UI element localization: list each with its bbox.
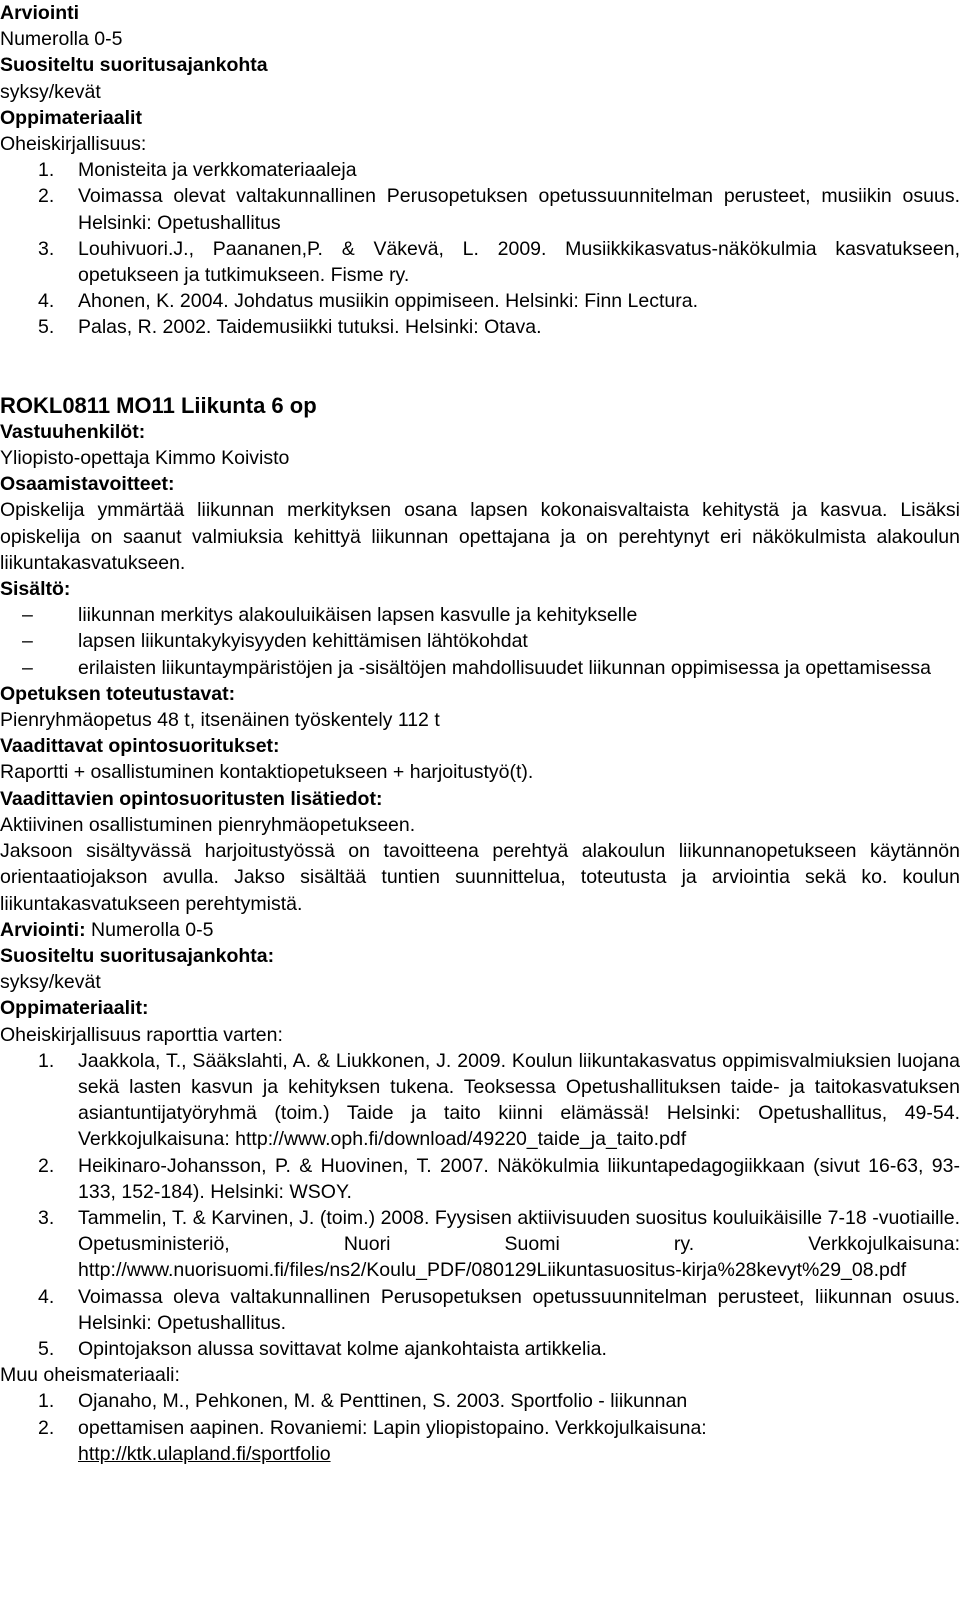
course-title: ROKL0811 MO11 Liikunta 6 op bbox=[0, 392, 317, 418]
vaadittavat-value: Raportti + osallistuminen kontaktiopetukseen + harjoitustyö(t). bbox=[0, 761, 534, 784]
list-item: 2. Heikinaro-Johansson, P. & Huovinen, T. 2007. Näkökulmia liikuntapedagogiikkaan (sivut 16-63, 93-133, 152-184). Helsinki: WSOY. bbox=[38, 1154, 960, 1203]
muu-oheismateriaali-label: Muu oheismateriaali: bbox=[0, 1364, 180, 1387]
list-item: 3. Louhivuori.J., Paananen,P. & Väkevä, L. 2009. Musiikkikasvatus-näkökulmia kasvatukseen, opetukseen ja tutkimukseen. Fisme ry. bbox=[38, 237, 960, 287]
arviointi-value: Numerolla 0-5 bbox=[91, 918, 214, 941]
vaadittavat-heading: Vaadittavat opintosuoritukset: bbox=[0, 735, 280, 758]
list-item: 2. Voimassa olevat valtakunnallinen Perusopetuksen opetussuunnitelman perusteet, musiikin osuus. Helsinki: Opetushallitus bbox=[38, 185, 960, 234]
arviointi-row bbox=[0, 917, 960, 943]
vastuuhenkilot-heading: Vastuuhenkilöt: bbox=[0, 420, 146, 443]
list-item: 5. Palas, R. 2002. Taidemusiikki tutuksi. Helsinki: Otava. bbox=[38, 316, 542, 339]
list-item: 3. Tammelin, T. & Karvinen, J. (toim.) 2008. Fyysisen aktiivisuuden suositus kouluikäisille 7-18 -vuotiaille. Opetusministeriö, Nuori Suomi ry. Verkkojulkaisuna: http://www.nuorisuomi.fi/files/ns2/Koulu_PDF/080129Liikuntasuositus-kirja%28kevyt%29_08.pdf bbox=[38, 1206, 960, 1282]
list-item: – liikunnan merkitys alakouluikäisen lapsen kasvulle ja kehitykselle bbox=[22, 604, 638, 627]
sportfolio-link[interactable]: http://ktk.ulapland.fi/sportfolio bbox=[78, 1442, 331, 1465]
osaamistavoitteet-heading: Osaamistavoitteet: bbox=[0, 473, 175, 496]
reference-list-muu bbox=[0, 1388, 960, 1467]
reference-list-liikunta bbox=[0, 1048, 960, 1362]
toteutustavat-heading: Opetuksen toteutustavat: bbox=[0, 682, 236, 705]
list-item: 1. Jaakkola, T., Sääkslahti, A. & Liukkonen, J. 2009. Koulun liikuntakasvatus oppimisvalmiuksien luojana sekä lasten kasvun ja kehityksen tukena. Teoksessa Opetushallituksen taide- ja taitokasvatuksen asiantuntijatyöryhmä (toim.) Taide ja taito kiinni elämässä! Helsinki: Opetushallitus, 49-54. Verkkojulkaisuna: http://www.oph.fi/download/49220_taide_ja_taito.pdf bbox=[38, 1049, 960, 1151]
suositeltu-value: syksy/kevät bbox=[0, 80, 101, 103]
suositeltu-value-2: syksy/kevät bbox=[0, 971, 101, 994]
sisalto-heading: Sisältö: bbox=[0, 578, 71, 601]
oheiskirjallisuus-label-2: Oheiskirjallisuus raporttia varten: bbox=[0, 1023, 283, 1046]
oheiskirjallisuus-label: Oheiskirjallisuus: bbox=[0, 133, 147, 156]
oppimateriaalit-heading-2: Oppimateriaalit: bbox=[0, 997, 149, 1020]
reference-list-music bbox=[0, 157, 960, 340]
arviointi-value: Numerolla 0-5 bbox=[0, 28, 123, 51]
suositeltu-heading-2: Suositeltu suoritusajankohta: bbox=[0, 944, 275, 967]
list-item: 1. Ojanaho, M., Pehkonen, M. & Penttinen, S. 2003. Sportfolio - liikunnan bbox=[38, 1390, 688, 1413]
lisatiedot-value-1: Aktiivinen osallistuminen pienryhmäopetukseen. bbox=[0, 813, 416, 836]
list-item: – erilaisten liikuntaympäristöjen ja -sisältöjen mahdollisuudet liikunnan oppimisessa ja opettamisessa bbox=[22, 656, 932, 679]
toteutustavat-value: Pienryhmäopetus 48 t, itsenäinen työskentely 112 t bbox=[0, 709, 440, 732]
list-item: 2. opettamisen aapinen. Rovaniemi: Lapin yliopistopaino. Verkkojulkaisuna: http://ktk.ulapland.fi/sportfolio bbox=[38, 1416, 707, 1465]
oppimateriaalit-heading: Oppimateriaalit bbox=[0, 106, 142, 129]
list-item: 5. Opintojakson alussa sovittavat kolme ajankohtaista artikkelia. bbox=[38, 1337, 607, 1360]
vastuuhenkilot-value: Yliopisto-opettaja Kimmo Koivisto bbox=[0, 447, 290, 470]
list-item: 1. Monisteita ja verkkomateriaaleja bbox=[38, 159, 357, 182]
list-item: 4. Voimassa oleva valtakunnallinen Perusopetuksen opetussuunnitelman perusteet, liikunnan osuus. Helsinki: Opetushallitus. bbox=[38, 1285, 960, 1334]
lisatiedot-value-2: Jaksoon sisältyvässä harjoitustyössä on tavoitteena perehtyä alakoulun liikunnanopetukseen käytännön orientaatiojakson avulla. Jakso sisältää tuntien suunnittelua, toteutusta ja arviointia sekä ko. koulun liikuntakasvatukseen perehtymistä. bbox=[0, 840, 960, 915]
suositeltu-heading: Suositeltu suoritusajankohta bbox=[0, 54, 268, 77]
sisalto-list bbox=[0, 602, 960, 681]
list-item: – lapsen liikuntakykyisyyden kehittämisen lähtökohdat bbox=[22, 630, 528, 653]
arviointi-label: Arviointi: bbox=[0, 918, 86, 941]
lisatiedot-heading: Vaadittavien opintosuoritusten lisätiedot: bbox=[0, 787, 383, 810]
list-item: 4. Ahonen, K. 2004. Johdatus musiikin oppimiseen. Helsinki: Finn Lectura. bbox=[38, 290, 699, 313]
arviointi-heading: Arviointi bbox=[0, 2, 80, 24]
osaamistavoitteet-text: Opiskelija ymmärtää liikunnan merkityksen osana lapsen kokonaisvaltaista kehitystä ja kasvua. Lisäksi opiskelija on saanut valmiuksia kehittyä liikunnan opettajana ja on perehtynyt eri näkökulmista alakoulun liikuntakasvatukseen. bbox=[0, 499, 960, 574]
